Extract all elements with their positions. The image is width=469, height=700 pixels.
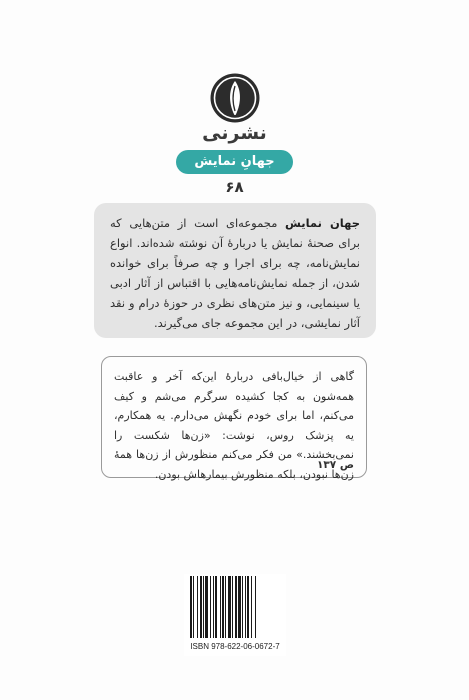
barcode-bar [247,576,249,638]
barcode-bar [213,576,214,638]
series-term: جهان نمایش [285,216,360,230]
isbn-label: ISBN 978-622-06-0672-7 [190,642,280,651]
barcode-bar [228,576,231,638]
barcode-bar [238,576,241,638]
quote-box [101,356,367,481]
barcode-bar [190,576,192,638]
barcode-bar [251,576,252,638]
barcode-bar [245,576,246,638]
barcode-bar [205,576,208,638]
barcode-bar [242,576,243,638]
barcode-bar [222,576,224,638]
series-description-text: مجموعه‌ای است از متن‌هایی که برای صحنهٔ نمایش یا دربارهٔ آن نوشته شده‌اند. انواع نمایش‌نامه، چه برای اجرا و چه صرفاً برای خوانده شدن، از جمله نمایش‌نامه‌هایی با اقتباس از آثار ادبی یا سینمایی، و نیز متن‌های نظری در حوزهٔ درام و نقد آثار نمایشی، در این مجموعه جای می‌گیرند. [110,216,360,330]
barcode-bar [232,576,233,638]
barcode-bar [203,576,204,638]
quote-page-reference: ص ۱۳۷ [316,459,354,471]
barcode-bar [193,576,194,638]
series-description-box [94,203,376,338]
barcode-bar [255,576,256,638]
publisher-name: نشرنی [202,122,267,144]
barcode-bar [210,576,211,638]
series-badge: جهانِ نمایش [176,150,293,174]
barcode-bar [200,576,202,638]
barcode-bar [215,576,217,638]
quote-text: گاهی از خیال‌بافی دربارهٔ این‌که آخر و عاقبت همه‌شون به کجا کشیده سرگرم می‌شم و کیف می‌کنم، اما برای خودم نگهش می‌دارم. یه همکارم، یه پزشک روس، نوشت: «زن‌ها شکست را نمی‌بخشند.» من فکر می‌کنم منظورش از زن‌ها همهٔ زن‌ها نبودن، بلکه منظورش بیمارهاش بودن. [114,370,354,481]
barcode-bar [235,576,237,638]
barcode-bar [197,576,198,638]
isbn-barcode [184,574,286,656]
barcode-bar [220,576,221,638]
nay-reed-logo-icon [209,72,261,124]
barcode-icon [188,576,282,640]
series-number: ۶۸ [225,178,244,196]
barcode-bar [225,576,226,638]
